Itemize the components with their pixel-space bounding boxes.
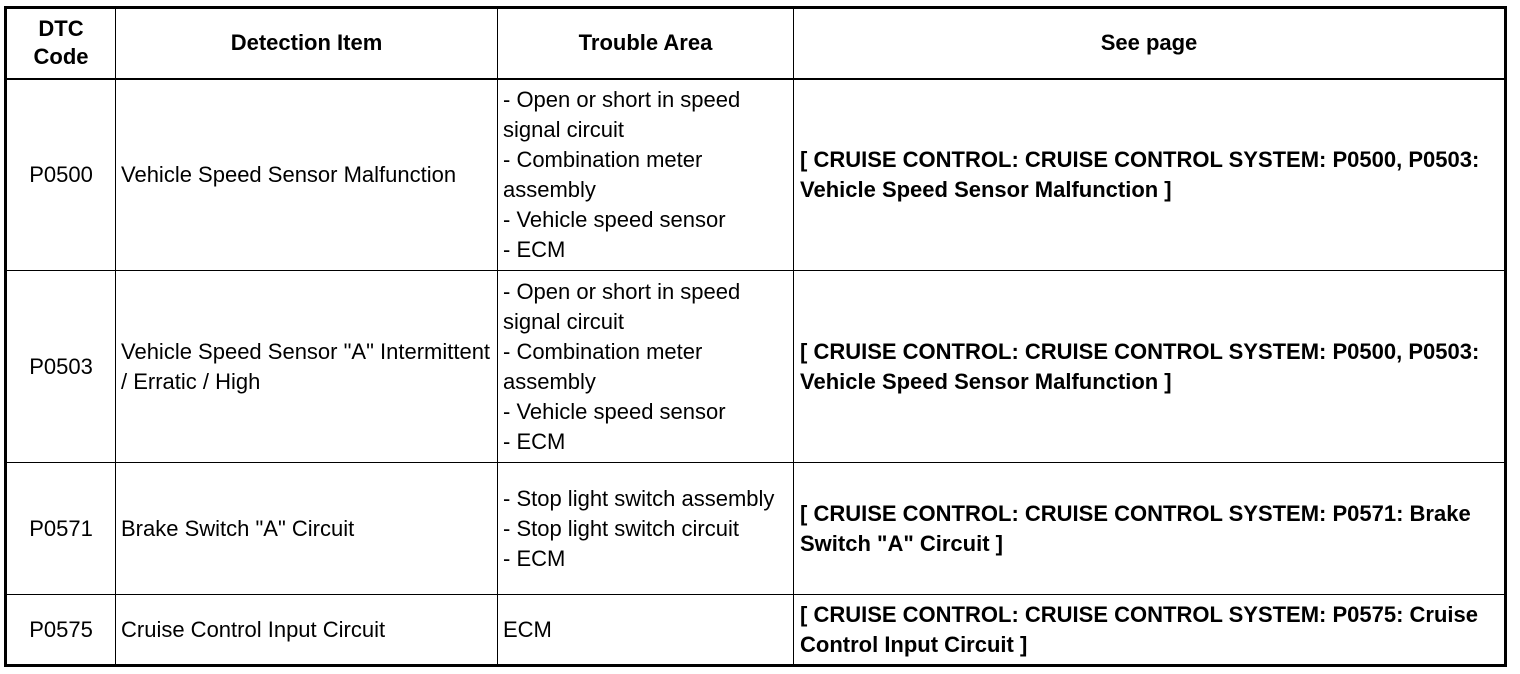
detection-item-cell: Vehicle Speed Sensor Malfunction <box>116 79 498 271</box>
table-row <box>6 79 1506 271</box>
table-body <box>6 79 1506 666</box>
trouble-area-item: - Open or short in speed signal circuit <box>503 86 741 142</box>
trouble-area-item: - Vehicle speed sensor <box>503 398 726 424</box>
detection-item-cell: Cruise Control Input Circuit <box>116 595 498 666</box>
see-page-link[interactable]: [ CRUISE CONTROL: CRUISE CONTROL SYSTEM: P0575: Cruise Control Input Circuit ] <box>794 595 1506 666</box>
trouble-area-item: - Vehicle speed sensor <box>503 206 726 232</box>
header-see-page: See page <box>794 8 1506 79</box>
see-page-link[interactable]: [ CRUISE CONTROL: CRUISE CONTROL SYSTEM: P0571: Brake Switch "A" Circuit ] <box>794 463 1506 595</box>
dtc-code-cell: P0503 <box>6 271 116 463</box>
trouble-area-item: - Open or short in speed signal circuit <box>503 278 741 334</box>
trouble-area-cell <box>498 79 794 271</box>
trouble-area-item: - Combination meter assembly <box>503 338 703 394</box>
see-page-link[interactable]: [ CRUISE CONTROL: CRUISE CONTROL SYSTEM: P0500, P0503: Vehicle Speed Sensor Malfunction ] <box>794 271 1506 463</box>
header-row <box>6 8 1506 79</box>
table-row <box>6 463 1506 595</box>
dtc-code-cell: P0571 <box>6 463 116 595</box>
table-row <box>6 595 1506 666</box>
detection-item-cell: Brake Switch "A" Circuit <box>116 463 498 595</box>
trouble-area-item: - ECM <box>503 236 566 262</box>
trouble-area-cell <box>498 463 794 595</box>
trouble-area-item: ECM <box>503 616 552 642</box>
trouble-area-item: - Combination meter assembly <box>503 146 703 202</box>
header-dtc-code-line1: DTC <box>38 16 84 42</box>
dtc-code-cell: P0500 <box>6 79 116 271</box>
trouble-area-item: - Stop light switch circuit <box>503 515 739 541</box>
header-dtc-code-line2: Code <box>33 44 89 70</box>
trouble-area-item: - ECM <box>503 428 566 454</box>
trouble-area-item: - Stop light switch assembly <box>503 485 775 511</box>
trouble-area-item: - ECM <box>503 545 566 571</box>
trouble-area-cell <box>498 271 794 463</box>
detection-item-cell: Vehicle Speed Sensor "A" Intermittent / Erratic / High <box>116 271 498 463</box>
dtc-code-cell: P0575 <box>6 595 116 666</box>
header-trouble-area: Trouble Area <box>498 8 794 79</box>
header-dtc-code <box>6 8 116 79</box>
trouble-area-cell <box>498 595 794 666</box>
table-row <box>6 271 1506 463</box>
dtc-table <box>4 6 1507 667</box>
header-detection-item: Detection Item <box>116 8 498 79</box>
see-page-link[interactable]: [ CRUISE CONTROL: CRUISE CONTROL SYSTEM: P0500, P0503: Vehicle Speed Sensor Malfunction ] <box>794 79 1506 271</box>
